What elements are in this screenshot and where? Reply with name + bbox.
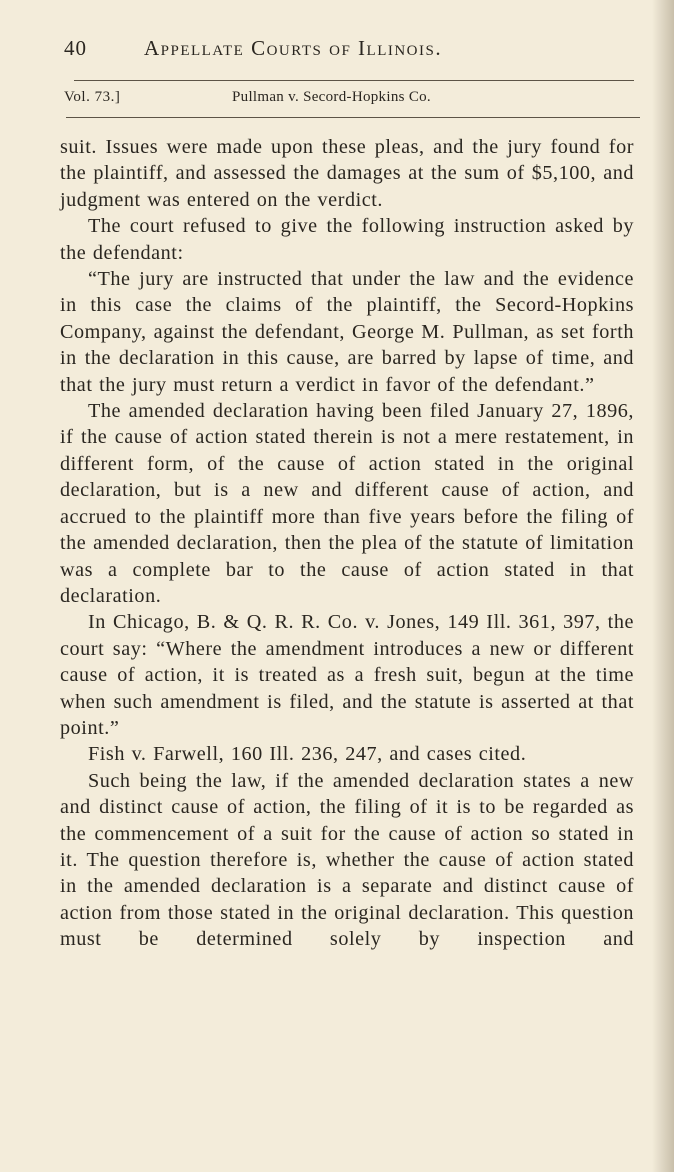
paragraph: The amended declaration having been filed January 27, 1896, if the cause of action stated therein is not a mere restatement, in different form, of the cause of action stated in the original declaration, but is a new and different cause of action, and accrued to the plaintiff more than five years before the filing of the amended declaration, then the plea of the statute of limitation was a complete bar to the cause of action stated in that declaration. xyxy=(60,400,634,607)
paragraph: suit. Issues were made upon these pleas, and the jury found for the plaintiff, and assessed the damages at the sum of $5,100, and judgment was entered on the verdict. xyxy=(60,136,634,211)
running-head xyxy=(60,36,634,72)
quoted-instruction: “The jury are instructed that under the law and the evidence in this case the claims of the plaintiff, the Secord-Hopkins Company, against the defendant, George M. Pullman, as set forth in the declaration in this cause, are barred by lapse of time, and that the jury must return a verdict in favor of the defendant.” xyxy=(60,268,634,396)
paragraph: Such being the law, if the amended declaration states a new and distinct cause of action, the filing of it is to be regarded as the commencement of a suit for the cause of action so stated in it. The question therefore is, whether the cause of action stated in the amended declaration is a separate and distinct cause of action from those stated in the original declaration. This question must be determined solely by inspection and xyxy=(60,769,634,951)
page-edge-shadow xyxy=(652,0,674,1172)
body-text xyxy=(60,134,634,953)
header-rule-bottom xyxy=(66,117,640,118)
page-number: 40 xyxy=(64,36,87,60)
case-name: Pullman v. Secord-Hopkins Co. xyxy=(232,89,431,105)
book-page xyxy=(60,36,634,953)
volume-label: Vol. 73.] xyxy=(64,89,121,105)
case-line xyxy=(60,81,634,113)
paragraph: In Chicago, B. & Q. R. R. Co. v. Jones, 149 Ill. 361, 397, the court say: “Where the amendment introduces a new or different cause of action, it is treated as a fresh suit, begun at the time when such amendment is filed, and the statute is asserted at that point.” xyxy=(60,611,634,739)
paragraph: The court refused to give the following instruction asked by the defendant: xyxy=(60,215,634,264)
citation-paragraph: Fish v. Farwell, 160 Ill. 236, 247, and cases cited. xyxy=(88,743,527,766)
running-title: Appellate Courts of Illinois. xyxy=(144,36,443,60)
